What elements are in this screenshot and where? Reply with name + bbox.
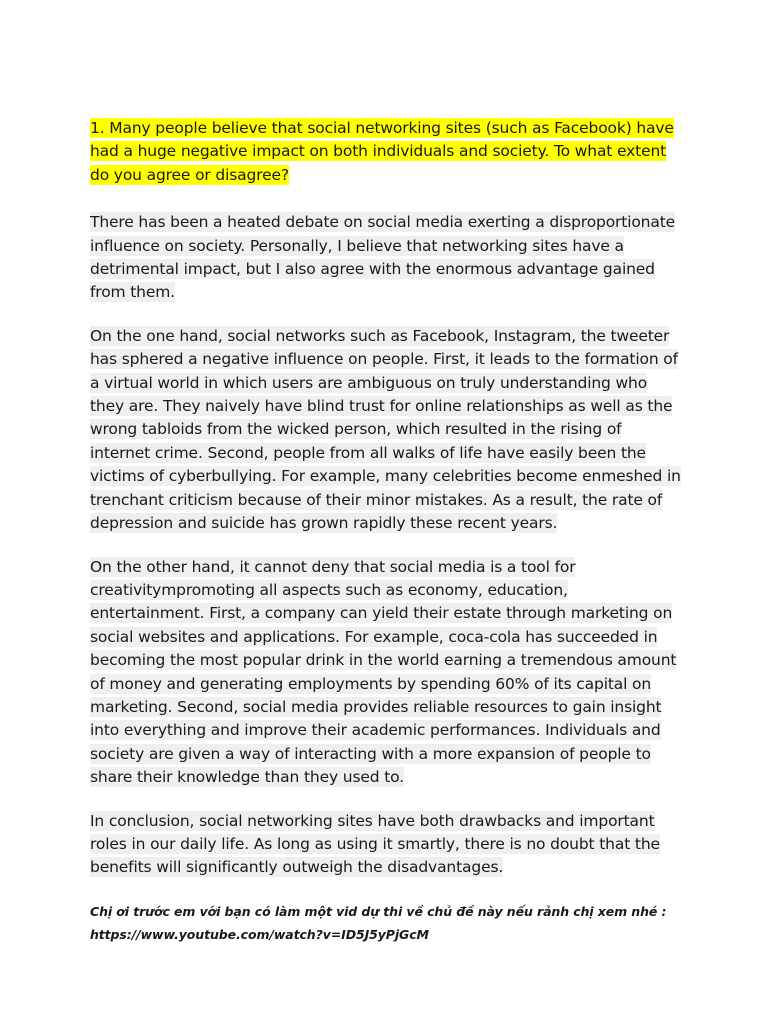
paragraph-conclusion [90,810,682,880]
note-text: Chị ơi trước em với bạn có làm một vid dự thi về chủ đề này nếu rảnh chị xem nhé : [90,903,667,919]
paragraph-text: In conclusion, social networking sites have both drawbacks and important roles in our daily life. As long as using it smartly, there is no doubt that the benefits will significantly outweigh the disadvantages. [90,811,660,877]
youtube-link[interactable]: https://www.youtube.com/watch?v=ID5J5yPjGcM [90,926,429,942]
paragraph-body-positive [90,556,682,790]
paragraph-introduction [90,211,682,305]
document-content [90,117,682,946]
note-block [90,900,682,946]
paragraph-text: There has been a heated debate on social media exerting a disproportionate influence on society. Personally, I believe that networking sites have a detrimental impact, but I also agree with the enormous advantage gained from them. [90,213,676,302]
question-highlight: 1. Many people believe that social networking sites (such as Facebook) have had a huge negative impact on both individuals and society. To what extent do you agree or disagree? [90,119,674,184]
paragraph-text: On the other hand, it cannot deny that social media is a tool for creativitympromoting all aspects such as economy, education, entertainment. First, a company can yield their estate through marketing on social websites and applications. For example, coca-cola has succeeded in becoming the most popular drink in the world earning a tremendous amount of money and generating employments by spending 60% of its capital on marketing. Second, social media provides reliable resources to gain insight into everything and improve their academic performances. Individuals and society are given a way of interacting with a more expansion of people to share their knowledge than they used to. [90,557,677,787]
essay-question [90,117,682,187]
paragraph-text: On the one hand, social networks such as Facebook, Instagram, the tweeter has sphered a negative influence on people. First, it leads to the formation of a virtual world in which users are ambiguous on truly understanding who they are. They naively have blind trust for online relationships as well as the wrong tabloids from the wicked person, which resulted in the rising of internet crime. Second, people from all walks of life have easily been the victims of cyberbullying. For example, many celebrities become enmeshed in trenchant criticism because of their minor mistakes. As a result, the rate of depression and suicide has grown rapidly these recent years. [90,326,681,533]
paragraph-body-negative [90,325,682,536]
